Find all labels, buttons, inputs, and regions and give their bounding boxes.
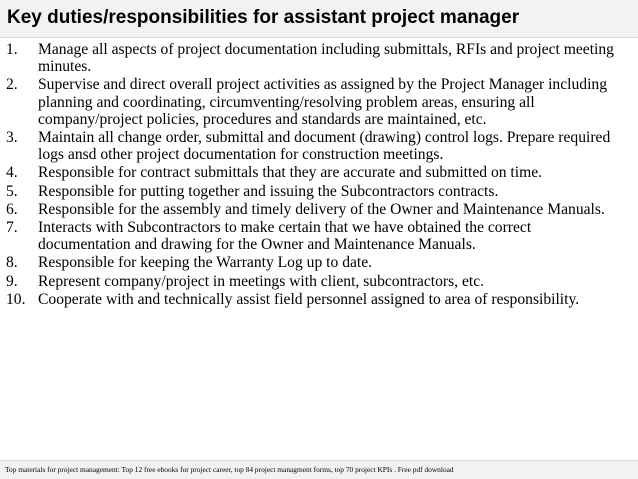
footer-text: Top materials for project management: Top 12 free ebooks for project career, top 84 project managment forms, top 70 project KPIs . Free pdf download [5, 465, 454, 474]
duty-text: Responsible for keeping the Warranty Log up to date. [38, 254, 373, 272]
duty-item-5 [0, 183, 638, 200]
duty-item-7 [0, 219, 638, 253]
duty-text: Interacts with Subcontractors to make certain that we have obtained the correct documentation and drawing for the Owner and Maintenance Manuals. [38, 219, 532, 254]
duty-item-4 [0, 164, 638, 181]
title-bar [0, 0, 638, 38]
duty-number: 1. [6, 41, 18, 58]
duty-text: Responsible for contract submittals that they are accurate and submitted on time. [38, 164, 543, 182]
duty-text: Maintain all change order, submittal and document (drawing) control logs. Prepare required logs ansd other project documentation for construction meetings. [38, 129, 611, 164]
footer-bar [0, 460, 638, 479]
duty-number: 8. [6, 254, 18, 272]
duty-number: 4. [6, 164, 18, 182]
duty-list [0, 41, 638, 309]
duty-text: Manage all aspects of project documentation including submittals, RFIs and project meeting minutes. [38, 41, 614, 76]
duty-number: 10. [6, 290, 26, 308]
duty-text: Responsible for putting together and issuing the Subcontractors contracts. [38, 182, 499, 200]
duty-text: Supervise and direct overall project activities as assigned by the Project Manager including planning and coordinating, circumventing/resolving problem areas, ensuring all company/project policies, procedures and standards are maintained, etc. [38, 76, 607, 128]
duty-item-8 [0, 254, 638, 271]
duty-item-1 [0, 41, 638, 75]
duty-number: 9. [6, 272, 18, 290]
duty-item-3 [0, 129, 638, 163]
duty-number: 5. [6, 182, 18, 200]
duty-number: 2. [6, 76, 18, 94]
duty-number: 3. [6, 129, 18, 147]
duty-item-9 [0, 273, 638, 290]
page-title: Key duties/responsibilities for assistant project manager [7, 7, 520, 28]
duty-number: 6. [6, 200, 18, 218]
duty-number: 7. [6, 219, 18, 237]
duty-item-2 [0, 76, 638, 128]
duty-text: Responsible for the assembly and timely delivery of the Owner and Maintenance Manuals. [38, 200, 605, 218]
duty-item-6 [0, 201, 638, 218]
duty-text: Represent company/project in meetings with client, subcontractors, etc. [38, 272, 485, 290]
duty-item-10 [0, 291, 638, 308]
duty-text: Cooperate with and technically assist field personnel assigned to area of responsibility. [38, 290, 580, 308]
